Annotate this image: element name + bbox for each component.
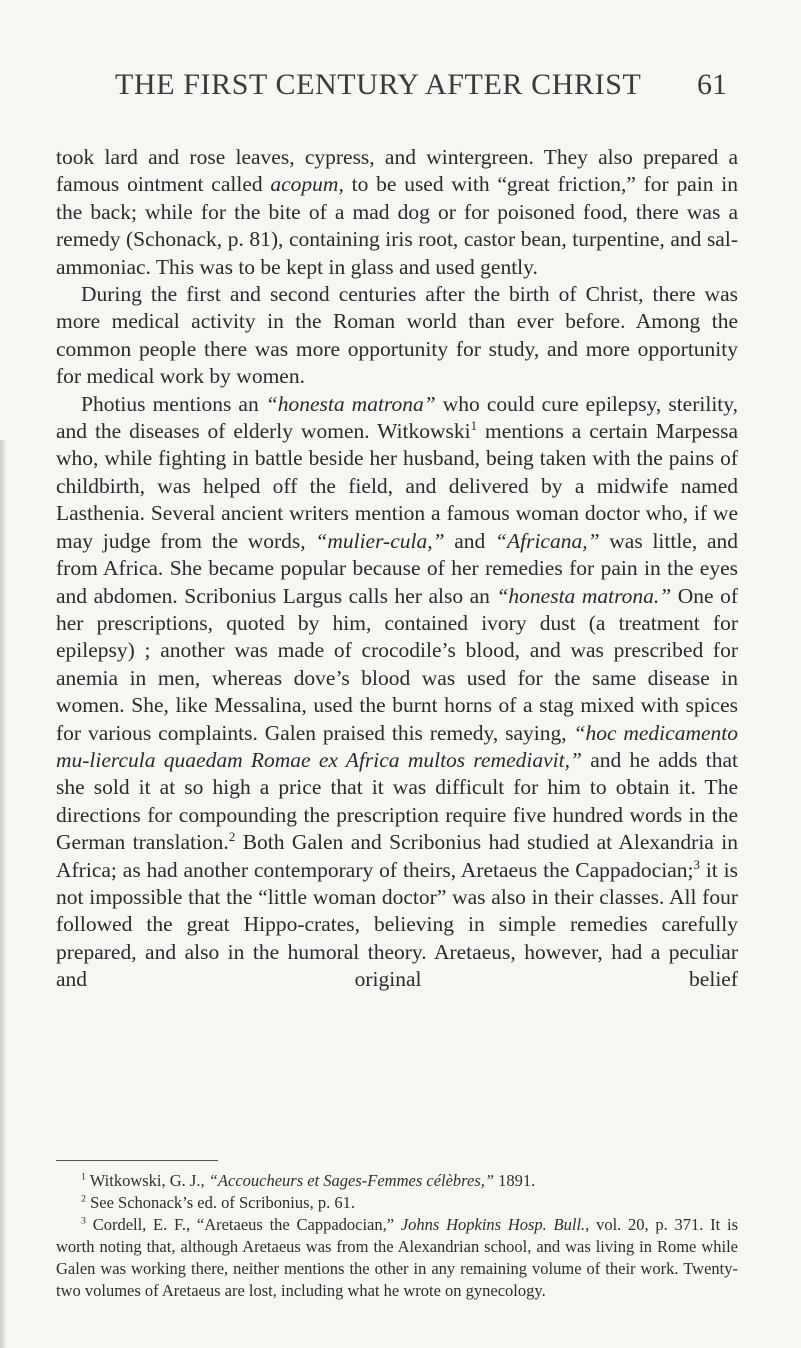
page-binding-edge — [0, 440, 6, 1348]
footnote-marker: 2 — [81, 1193, 86, 1205]
text-run: During the first and second centuries after the birth of Christ, there was more medical activity in the Roman world than ever before. Among the common people there was more opportunity for study, and more opportunity for medical work by women. — [56, 282, 738, 389]
text-run: to be used with “great friction,” for pain in the back; while for the bite of a mad dog or for poisoned food, there was a remedy (Schonack, p. 81), containing iris root, castor bean, turpentine, and sal-ammoniac. This was to be kept in glass and used gently. — [56, 172, 738, 279]
text-run: mentions a certain Marpessa who, while fighting in battle beside her husband, being taken with the pains of childbirth, was helped off the field, and delivered by a midwife named Lasthenia. Several ancient writers mention a famous woman doctor who, if we may judge from the words, — [56, 419, 739, 553]
footnote-divider — [56, 1160, 218, 1161]
text-run: it is not impossible that the “little woman doctor” was also in their classes. All four followed the great Hippo-crates, believing in simple remedies carefully prepared, and also in the humoral theory. Aretaeus, however, had a peculiar and original belief — [56, 857, 738, 992]
footnote — [56, 1214, 738, 1302]
footnote-marker: 1 — [470, 418, 478, 433]
italic-text: acopum, — [270, 172, 344, 197]
footnote — [56, 1170, 738, 1192]
text-run: was little, and from Africa. She became popular because of her remedies for pain in the eyes and abdomen. Scribonius Largus calls her also an — [56, 528, 738, 608]
italic-text: Johns Hopkins Hosp. Bull., — [400, 1215, 590, 1234]
paragraph — [56, 281, 738, 391]
footnote-marker: 3 — [81, 1215, 86, 1227]
page-number: 61 — [697, 68, 727, 101]
text-run: and he adds that she sold it at so high a price that it was difficult for him to obtain it. The directions for compounding the prescription require five hundred words in the German translation. — [56, 747, 738, 855]
text-run: Both Galen and Scribonius had studied at Alexandria in Africa; as had another contemporary of theirs, Aretaeus the Cappadocian; — [56, 830, 738, 882]
paragraph — [56, 144, 738, 281]
italic-text: “Accoucheurs et Sages-Femmes célèbres,” — [208, 1171, 495, 1190]
italic-text: “hoc medicamento mu-liercula quaedam Romae ex Africa multos remediavit,” — [56, 720, 738, 772]
italic-text: “Africana,” — [495, 528, 600, 553]
text-run: Photius mentions an — [81, 391, 266, 416]
text-run: who could cure epilepsy, sterility, and the diseases of elderly women. Witkowski — [56, 391, 738, 444]
italic-text: “honesta matrona.” — [496, 583, 672, 608]
text-run: One of her prescriptions, quoted by him, contained ivory dust (a treatment for epilepsy) ; another was made of crocodile’s blood, and was prescribed for anemia in men, whereas dove’s blood was used for the same disease in women. She, like Messalina, used the burnt horns of a stag mixed with spices for various complaints. Galen praised this remedy, saying, — [56, 583, 738, 745]
footnote-marker: 3 — [693, 857, 700, 872]
paragraph — [56, 391, 738, 994]
italic-text: “mulier-cula,” — [315, 528, 445, 553]
running-header — [0, 68, 801, 108]
text-run: and — [444, 528, 496, 553]
footnote-marker: 2 — [228, 830, 236, 844]
text-run: 1891. — [494, 1171, 536, 1190]
running-title: THE FIRST CENTURY AFTER CHRIST — [115, 68, 642, 101]
footnote-marker: 1 — [81, 1171, 86, 1183]
text-run: Cordell, E. F., “Aretaeus the Cappadocian,” — [85, 1215, 401, 1234]
body-text — [56, 144, 738, 994]
text-run: See Schonack’s ed. of Scribonius, p. 61. — [85, 1193, 355, 1212]
footnote — [56, 1192, 738, 1214]
footnotes — [56, 1170, 738, 1302]
text-run: vol. 20, p. 371. It is worth noting that, although Aretaeus was from the Alexandrian school, and was living in Rome while Galen was working there, neither mentions the other in any remaining volume of their work. Twenty-two volumes of Aretaeus are lost, including what he wrote on gynecology. — [56, 1215, 738, 1300]
text-run: Witkowski, G. J., — [85, 1171, 209, 1190]
italic-text: “honesta matrona” — [265, 391, 436, 416]
text-run: took lard and rose leaves, cypress, and wintergreen. They also prepared a famous ointment called — [56, 145, 738, 197]
